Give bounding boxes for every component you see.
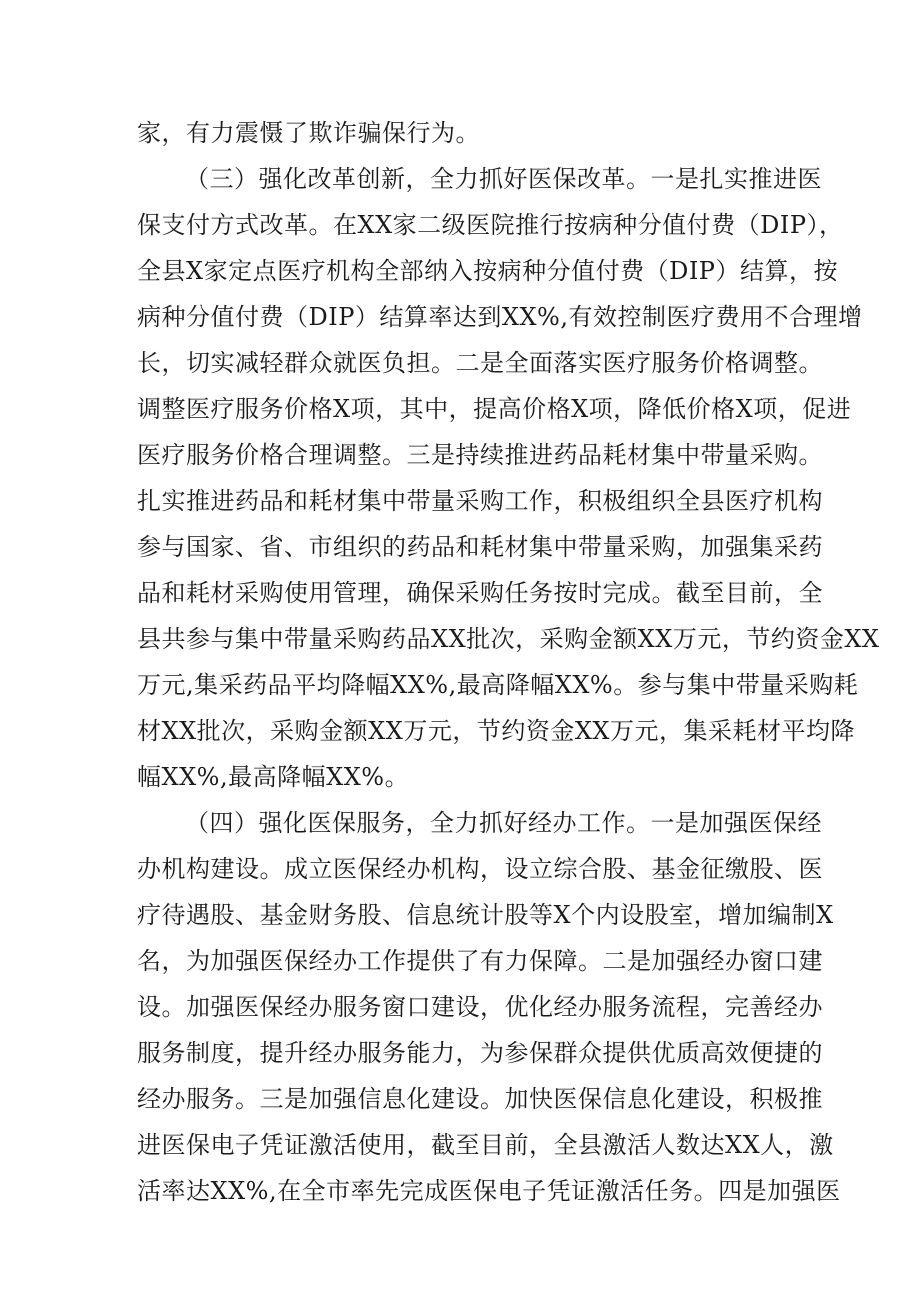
text-line: 设。加强医保经办服务窗口建设，优化经办服务流程，完善经办 [137,993,823,1021]
text-line: 进医保电子凭证激活使用，截至目前，全县激活人数达XX人，激 [137,1131,834,1159]
text-line: 办机构建设。成立医保经办机构，设立综合股、基金征缴股、医 [137,855,823,883]
text-line: 全县X家定点医疗机构全部纳入按病种分值付费（DIP）结算，按 [137,257,838,285]
section-heading-line: （四）强化医保服务，全力抓好经办工作。一是加强医保经 [185,809,822,837]
text-line: 扎实推进药品和耗材集中带量采购工作，积极组织全县医疗机构 [137,487,823,515]
text-line: 调整医疗服务价格X项，其中，提高价格X项，降低价格X项，促进 [137,395,852,423]
text-line: 家，有力震慑了欺诈骗保行为。 [137,119,480,147]
text-line: 参与国家、省、市组织的药品和耗材集中带量采购，加强集采药 [137,533,823,561]
text-line: 幅XX%,最高降幅XX%。 [137,763,410,791]
text-line: 县共参与集中带量采购药品XX批次，采购金额XX万元，节约资金XX [137,625,880,653]
text-line: 活率达XX%,在全市率先完成医保电子凭证激活任务。四是加强医 [137,1177,841,1205]
text-line: 病种分值付费（DIP）结算率达到XX%,有效控制医疗费用不合理增 [137,303,863,331]
text-line: 疗待遇股、基金财务股、信息统计股等X个内设股室，增加编制X [137,901,834,929]
text-line: 经办服务。三是加强信息化建设。加快医保信息化建设，积极推 [137,1085,823,1113]
text-line: 万元,集采药品平均降幅XX%,最高降幅XX%。参与集中带量采购耗 [137,671,859,699]
text-line: 医疗服务价格合理调整。三是持续推进药品耗材集中带量采购。 [137,441,823,469]
text-line: 长，切实减轻群众就医负担。二是全面落实医疗服务价格调整。 [137,349,823,377]
section-heading-line: （三）强化改革创新，全力抓好医保改革。一是扎实推进医 [185,165,822,193]
text-line: 服务制度，提升经办服务能力，为参保群众提供优质高效便捷的 [137,1039,823,1067]
text-line: 名，为加强医保经办工作提供了有力保障。二是加强经办窗口建 [137,947,823,975]
text-line: 保支付方式改革。在XX家二级医院推行按病种分值付费（DIP）， [137,211,844,239]
text-line: 材XX批次，采购金额XX万元，节约资金XX万元，集采耗材平均降 [137,717,856,745]
text-line: 品和耗材采购使用管理，确保采购任务按时完成。截至目前，全 [137,579,823,607]
